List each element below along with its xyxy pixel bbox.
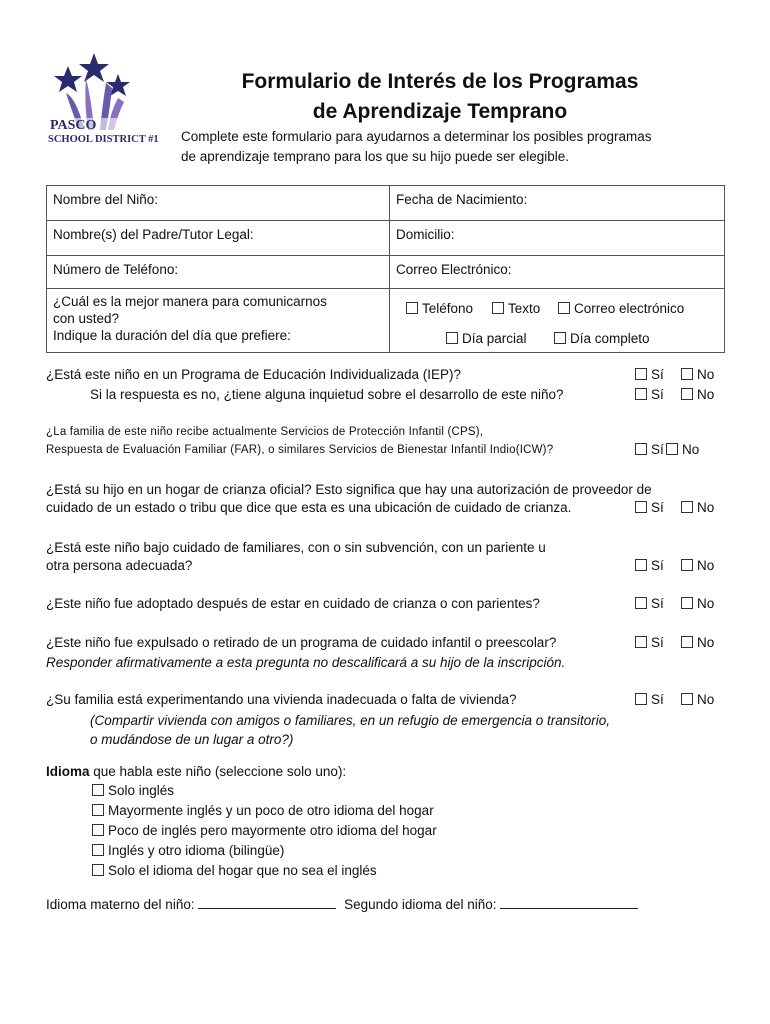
q-development-no[interactable]: No [681,387,714,402]
page-title-line1: Formulario de Interés de los Programas [241,70,639,93]
q-development-yes[interactable]: Sí [635,387,664,402]
birth-date-field[interactable]: Fecha de Nacimiento: [390,186,725,221]
day-full-checkbox[interactable]: Día completo [554,331,650,346]
q-iep: ¿Está este niño en un Programa de Educación Individualizada (IEP)? [46,367,461,382]
language-option[interactable]: Mayormente inglés y un poco de otro idioma del hogar [92,803,434,818]
q-kin-care-yes[interactable]: Sí [635,558,664,573]
language-option[interactable]: Poco de inglés pero mayormente otro idioma del hogar [92,823,437,838]
second-language-line[interactable] [500,908,638,909]
q-adopted: ¿Este niño fue adoptado después de estar en cuidado de crianza o con parientes? [46,596,540,611]
day-length-question: Indique la duración del día que prefiere: [53,328,291,343]
checkbox-icon [492,302,504,314]
logo-text-pasco: PASCO [50,118,97,133]
info-table [46,185,725,353]
language-option[interactable]: Inglés y otro idioma (bilingüe) [92,843,284,858]
contact-text-checkbox[interactable]: Texto [492,301,540,316]
q-development: Si la respuesta es no, ¿tiene alguna inquietud sobre el desarrollo de este niño? [90,387,564,402]
q-adopted-yes[interactable]: Sí [635,596,664,611]
q-cps: ¿La familia de este niño recibe actualmente Servicios de Protección Infantil (CPS), [46,426,484,438]
checkbox-icon [446,332,458,344]
checkbox-icon [558,302,570,314]
address-field[interactable]: Domicilio: [390,221,725,256]
q-housing-yes[interactable]: Sí [635,692,664,707]
q-kin-care-no[interactable]: No [681,558,714,573]
district-logo [46,48,159,156]
page-title-line2: de Aprendizaje Temprano [312,100,568,123]
contact-question: ¿Cuál es la mejor manera para comunicarnos [53,294,327,309]
checkbox-icon [554,332,566,344]
intro-line2: de aprendizaje temprano para los que su hijo puede ser elegible. [181,149,570,164]
language-question: Idioma que habla este niño (seleccione solo uno): [46,764,347,779]
q-expelled-no[interactable]: No [681,635,714,650]
q-kin-care: ¿Está este niño bajo cuidado de familiares, con o sin subvención, con un pariente u [46,540,546,555]
contact-email-checkbox[interactable]: Correo electrónico [558,301,684,316]
checkbox-icon [406,302,418,314]
q-expelled-yes[interactable]: Sí [635,635,664,650]
q-iep-no[interactable]: No [681,367,714,382]
q-housing-no[interactable]: No [681,692,714,707]
intro-line1: Complete este formulario para ayudarnos a determinar los posibles programas [181,129,652,144]
q-cps-yes[interactable]: Sí [635,442,664,457]
q-expelled-note: Responder afirmativamente a esta pregunta no descalificará a su hijo de la inscripción. [46,655,566,670]
contact-phone-checkbox[interactable]: Teléfono [406,301,473,316]
day-partial-checkbox[interactable]: Día parcial [446,331,527,346]
q-expelled: ¿Este niño fue expulsado o retirado de un programa de cuidado infantil o preescolar? [46,635,557,650]
native-language-field[interactable]: Idioma materno del niño: Segundo idioma del niño: [46,897,638,912]
preferences-label-cell: ¿Cuál es la mejor manera para comunicarnos con usted? Indique la duración del día que prefiere: [47,289,390,353]
q-cps-no[interactable]: No [666,442,699,457]
parent-name-field[interactable]: Nombre(s) del Padre/Tutor Legal: [47,221,390,256]
child-name-field[interactable]: Nombre del Niño: [47,186,390,221]
native-language-line[interactable] [198,908,336,909]
q-foster-no[interactable]: No [681,500,714,515]
language-option[interactable]: Solo el idioma del hogar que no sea el inglés [92,863,377,878]
phone-field[interactable]: Número de Teléfono: [47,256,390,289]
q-foster: ¿Está su hijo en un hogar de crianza oficial? Esto significa que hay una autorización de proveedor de [46,482,652,497]
q-housing-note: (Compartir vivienda con amigos o familiares, en un refugio de emergencia o transitorio, [90,713,611,728]
q-iep-yes[interactable]: Sí [635,367,664,382]
preferences-options-cell [390,289,725,353]
logo-text-district: SCHOOL DISTRICT #1 [48,134,159,145]
q-housing: ¿Su familia está experimentando una vivienda inadecuada o falta de vivienda? [46,692,517,707]
language-option[interactable]: Solo inglés [92,783,174,798]
email-field[interactable]: Correo Electrónico: [390,256,725,289]
q-adopted-no[interactable]: No [681,596,714,611]
q-foster-yes[interactable]: Sí [635,500,664,515]
